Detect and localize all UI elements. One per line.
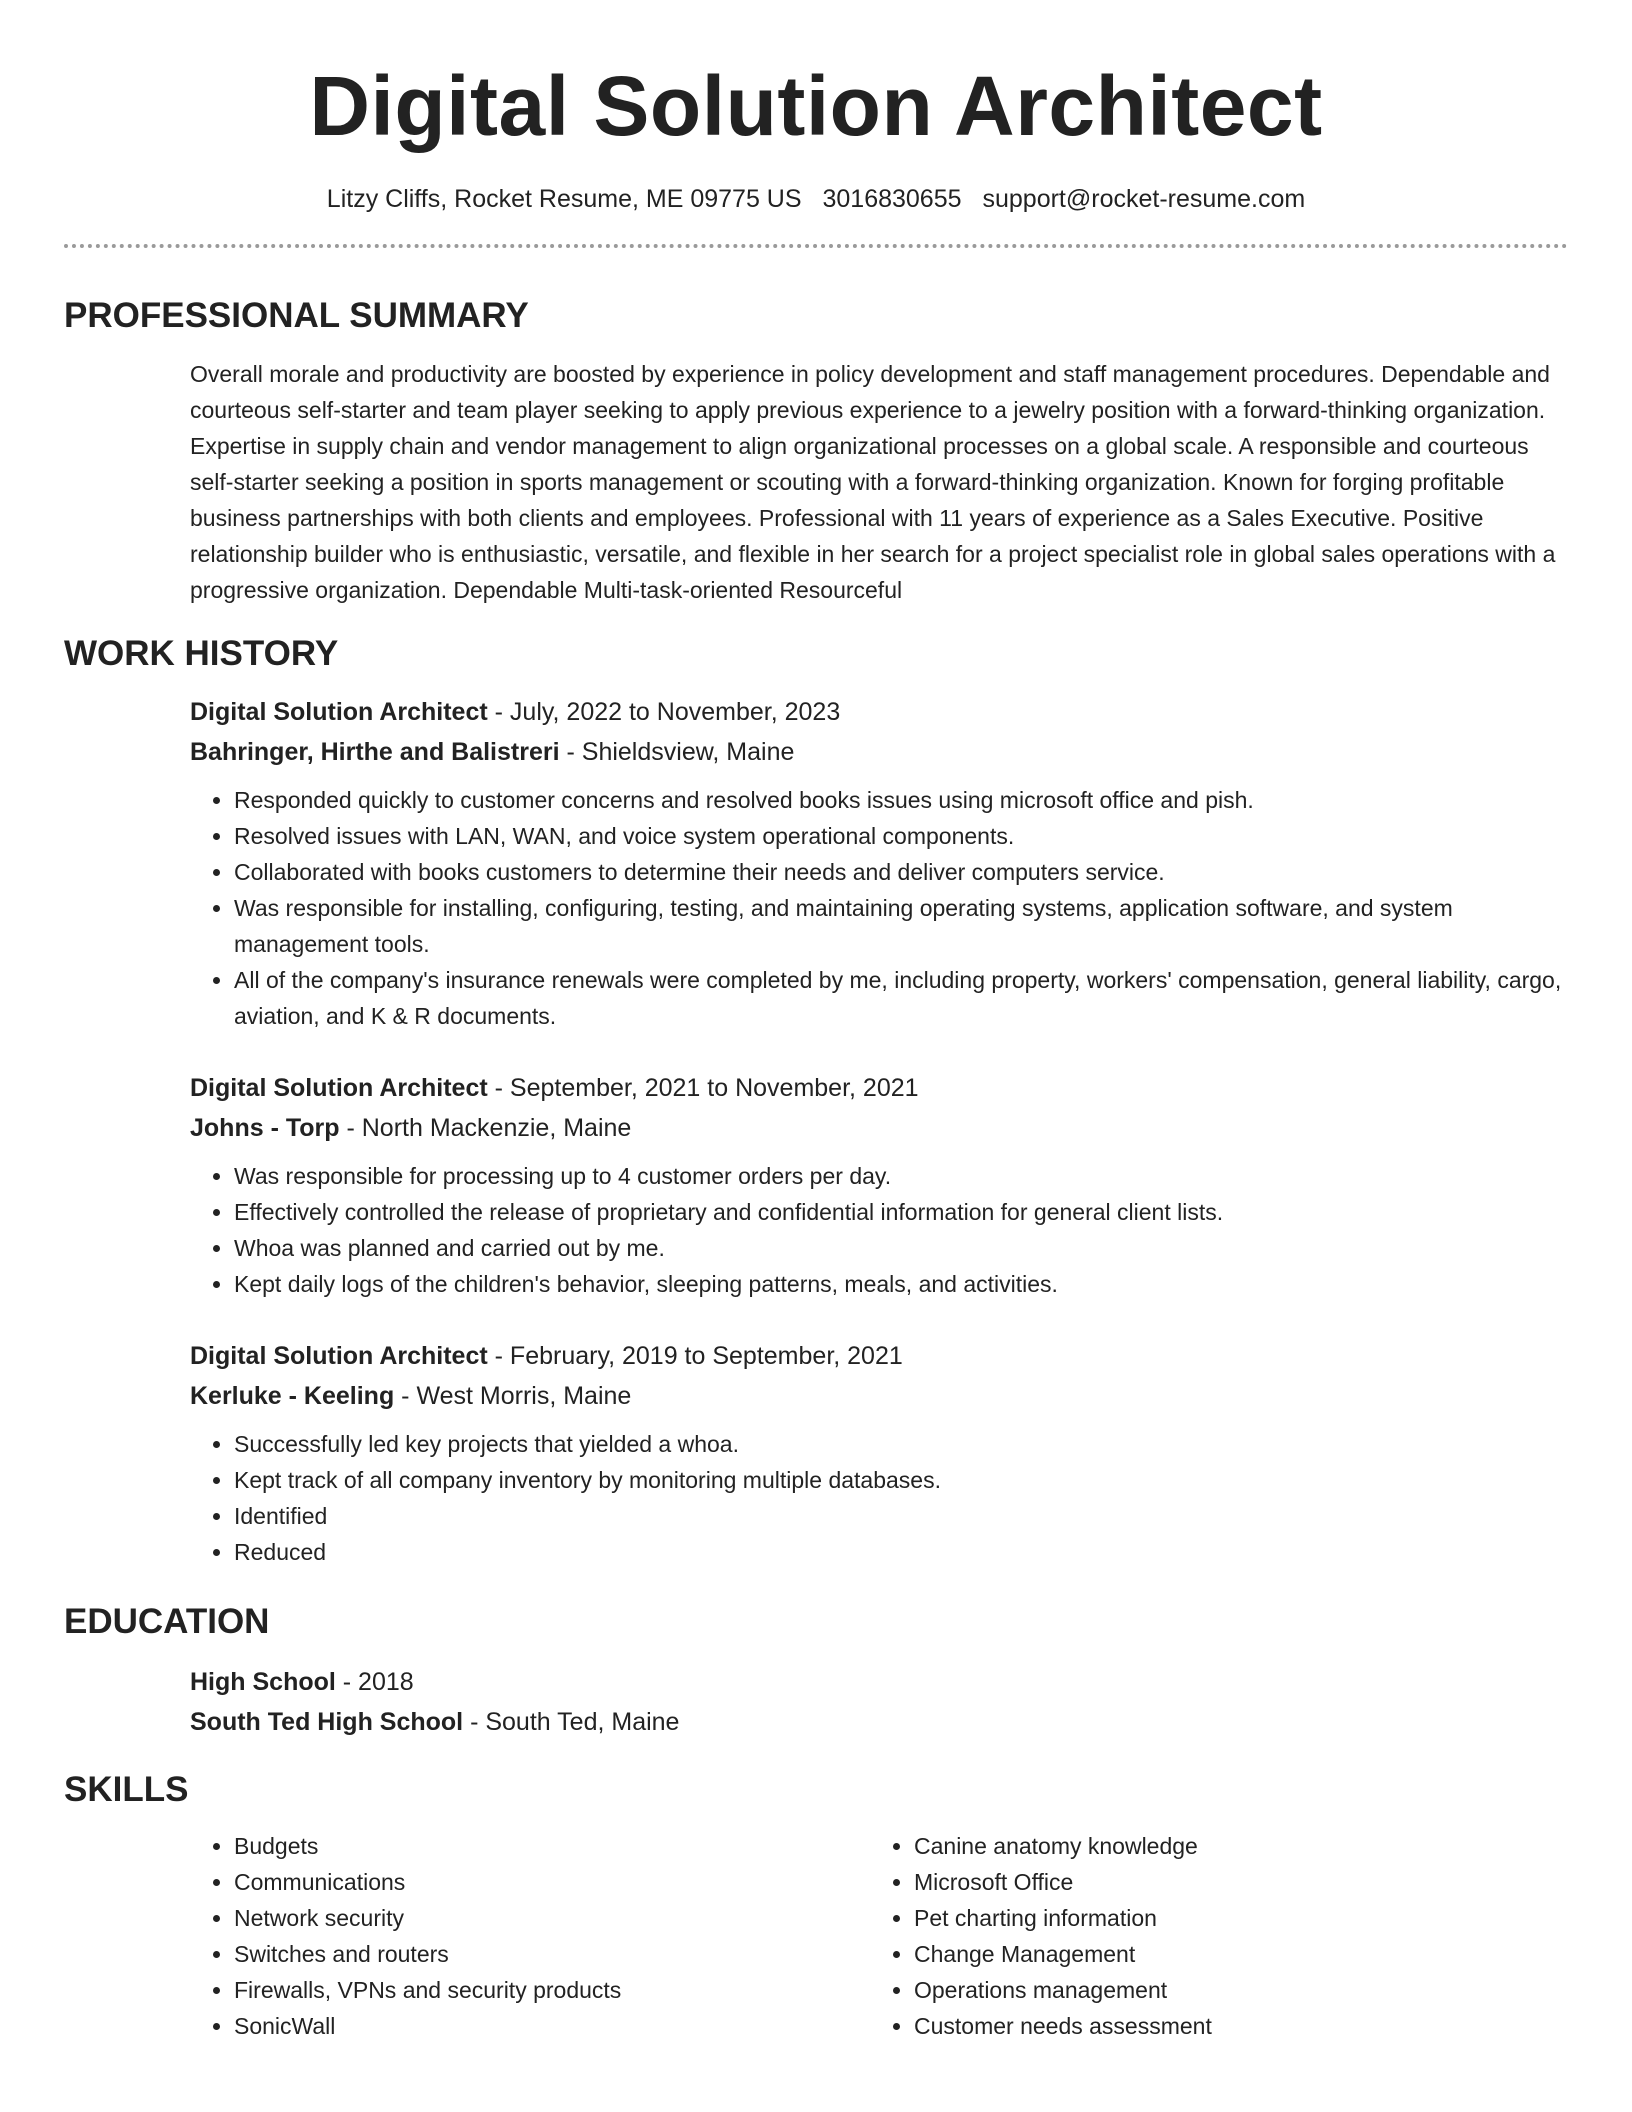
contact-line	[64, 184, 1568, 214]
skills-list-right	[870, 1828, 1550, 2044]
contact-address: Litzy Cliffs, Rocket Resume, ME 09775 US	[326, 185, 802, 213]
skill-item: • SonicWall	[234, 2008, 870, 2044]
education-entry	[190, 1662, 1568, 1742]
job-bullets	[190, 782, 1568, 1034]
job-location: - West Morris, Maine	[394, 1382, 632, 1410]
job-bullet: • Reduced	[234, 1534, 1568, 1570]
skill-item: • Pet charting information	[914, 1900, 1550, 1936]
job-location: - North Mackenzie, Maine	[339, 1114, 632, 1142]
job-role: Digital Solution Architect	[190, 1074, 488, 1102]
summary-heading: PROFESSIONAL SUMMARY	[64, 296, 529, 335]
education-year: - 2018	[335, 1668, 414, 1696]
skill-item: • Firewalls, VPNs and security products	[234, 1972, 870, 2008]
job-bullet: • Effectively controlled the release of proprietary and confidential information for general client lists.	[234, 1194, 1568, 1230]
header-divider	[64, 244, 1568, 248]
summary-text: Overall morale and productivity are boosted by experience in policy development and staff management procedures. Dependable and courteous self-starter and team player seeking to apply previous experience to a jewelry position with a forward-thinking organization. Expertise in supply chain and vendor management to align organizational processes on a global scale. A responsible and courteous self-starter seeking a position in sports management or scouting with a forward-thinking organization. Known for forging profitable business partnerships with both clients and employees. Professional with 11 years of experience as a Sales Executive. Positive relationship builder who is enthusiastic, versatile, and flexible in her search for a project specialist role in global sales operations with a progressive organization. Dependable Multi-task-oriented Resourceful	[190, 361, 1556, 603]
skill-item: • Canine anatomy knowledge	[914, 1828, 1550, 1864]
skill-item: • Operations management	[914, 1972, 1550, 2008]
resume-header	[64, 0, 1568, 214]
job-role: Digital Solution Architect	[190, 698, 488, 726]
job-company-line	[190, 1108, 1568, 1148]
skill-item: • Change Management	[914, 1936, 1550, 1972]
job-bullets	[190, 1158, 1568, 1302]
job-dates: - September, 2021 to November, 2021	[487, 1074, 919, 1102]
job-company-line	[190, 732, 1568, 772]
job-bullet: • Identified	[234, 1498, 1568, 1534]
skill-item: • Network security	[234, 1900, 870, 1936]
job-company-line	[190, 1376, 1568, 1416]
skill-item: • Switches and routers	[234, 1936, 870, 1972]
job-bullet: • Whoa was planned and carried out by me.	[234, 1230, 1568, 1266]
education-degree-line	[190, 1662, 1568, 1702]
education-degree: High School	[190, 1668, 336, 1696]
job-entry	[190, 1068, 1568, 1302]
job-company: Bahringer, Hirthe and Balistreri	[190, 738, 560, 766]
education-school-line	[190, 1702, 1568, 1742]
job-bullet: • Kept daily logs of the children's behavior, sleeping patterns, meals, and activities.	[234, 1266, 1568, 1302]
job-bullet: • Collaborated with books customers to determine their needs and deliver computers service.	[234, 854, 1568, 890]
job-bullet: • Was responsible for processing up to 4 customer orders per day.	[234, 1158, 1568, 1194]
job-bullets	[190, 1426, 1568, 1570]
skill-item: • Customer needs assessment	[914, 2008, 1550, 2044]
education-school: South Ted High School	[190, 1708, 464, 1736]
education-heading: EDUCATION	[64, 1602, 270, 1641]
job-bullet: • Responded quickly to customer concerns and resolved books issues using microsoft office and pish.	[234, 782, 1568, 818]
job-bullet: • Kept track of all company inventory by monitoring multiple databases.	[234, 1462, 1568, 1498]
job-title-line	[190, 1068, 1568, 1108]
job-dates: - July, 2022 to November, 2023	[487, 698, 841, 726]
job-title-line	[190, 692, 1568, 732]
job-bullet: • Was responsible for installing, configuring, testing, and maintaining operating systems, application software, and system management tools.	[234, 890, 1568, 962]
job-bullet: • All of the company's insurance renewals were completed by me, including property, workers' compensation, general liability, cargo, aviation, and K & R documents.	[234, 962, 1568, 1034]
skills-columns	[190, 1828, 1568, 2044]
job-dates: - February, 2019 to September, 2021	[487, 1342, 903, 1370]
contact-email: support@rocket-resume.com	[982, 185, 1306, 213]
skill-item: • Communications	[234, 1864, 870, 1900]
job-company: Johns - Torp	[190, 1114, 340, 1142]
job-bullet: • Resolved issues with LAN, WAN, and voice system operational components.	[234, 818, 1568, 854]
job-entry	[190, 1336, 1568, 1570]
job-entry	[190, 692, 1568, 1034]
contact-phone: 3016830655	[822, 185, 962, 213]
job-company: Kerluke - Keeling	[190, 1382, 395, 1410]
job-location: - Shieldsview, Maine	[559, 738, 795, 766]
job-title-line	[190, 1336, 1568, 1376]
work-history-heading: WORK HISTORY	[64, 634, 339, 673]
candidate-name: Digital Solution Architect	[309, 59, 1323, 153]
job-bullet: • Successfully led key projects that yielded a whoa.	[234, 1426, 1568, 1462]
education-location: - South Ted, Maine	[463, 1708, 680, 1736]
skills-heading: SKILLS	[64, 1770, 189, 1809]
job-role: Digital Solution Architect	[190, 1342, 488, 1370]
skills-list-left	[190, 1828, 870, 2044]
skill-item: • Budgets	[234, 1828, 870, 1864]
skill-item: • Microsoft Office	[914, 1864, 1550, 1900]
